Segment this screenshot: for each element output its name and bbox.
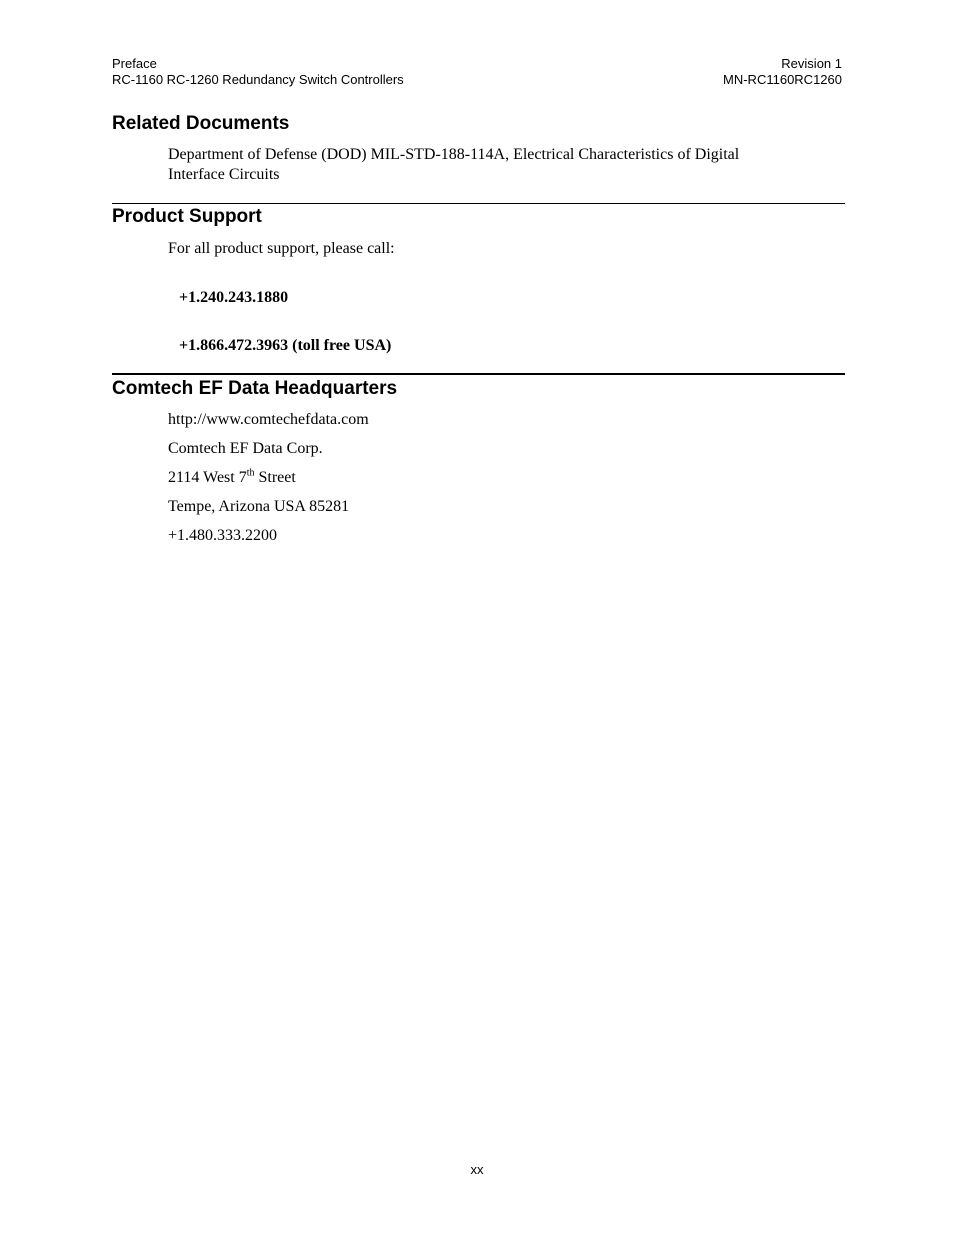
- support-phone-1: +1.240.243.1880: [179, 289, 289, 306]
- headquarters-company: Comtech EF Data Corp.: [168, 440, 323, 457]
- support-phone-2: +1.866.472.3963 (toll free USA): [179, 337, 392, 354]
- related-documents-line-1: Department of Defense (DOD) MIL-STD-188-114A, Electrical Characteristics of Digital: [168, 146, 740, 163]
- headquarters-website: http://www.comtechefdata.com: [168, 411, 369, 428]
- headquarters-phone: +1.480.333.2200: [168, 527, 278, 544]
- header-document-number: MN-RC1160RC1260: [723, 72, 842, 87]
- street-name: Street: [254, 469, 296, 486]
- headquarters-street: [168, 468, 296, 488]
- page-header-left: [112, 56, 404, 88]
- header-document-title: RC-1160 RC-1260 Redundancy Switch Controllers: [112, 72, 404, 87]
- headquarters-heading: Comtech EF Data Headquarters: [112, 378, 398, 399]
- street-number: 2114 West 7: [168, 469, 247, 486]
- header-revision: Revision 1: [781, 56, 842, 71]
- street-ordinal-suffix: th: [246, 467, 255, 479]
- product-support-intro: For all product support, please call:: [168, 240, 395, 257]
- related-documents-heading: Related Documents: [112, 113, 290, 134]
- page-number: xx: [470, 1162, 484, 1177]
- product-support-heading: Product Support: [112, 206, 262, 227]
- section-divider: [112, 203, 845, 204]
- headquarters-city: Tempe, Arizona USA 85281: [168, 498, 350, 515]
- related-documents-line-2: Interface Circuits: [168, 166, 280, 183]
- section-divider: [112, 373, 845, 375]
- page-header-right: [723, 56, 842, 88]
- header-section-name: Preface: [112, 56, 157, 71]
